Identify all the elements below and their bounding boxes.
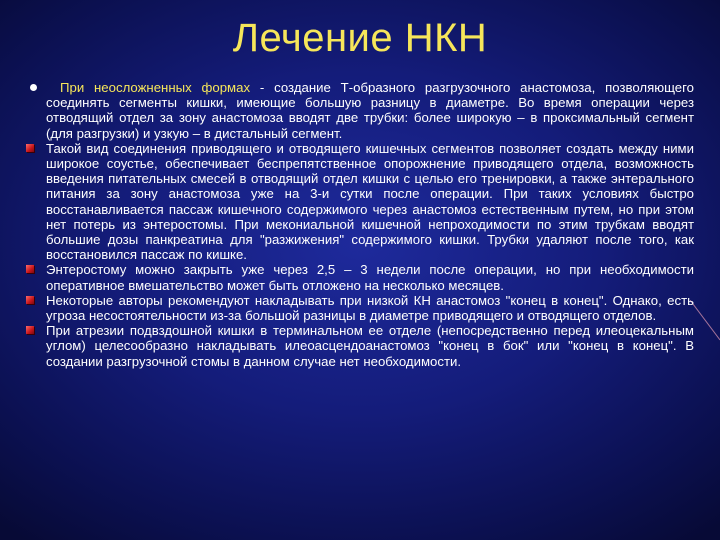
bullet-item-2 [28,141,694,263]
square-bullet-icon [26,296,34,304]
bullet-item-3 [28,262,694,292]
square-bullet-icon [26,144,34,152]
bullet-text: При атрезии подвздошной кишки в терминальном ее отделе (непосредственно перед илеоцекальным углом) целесообразно накладывать илеоасцендоанастомоз "конец в бок" или "конец в конец". В создании разгрузочной стомы в данном случае нет необходимости. [46,323,694,369]
bullet-text: - создание Т-образного разгрузочного анастомоза, позволяющего соединять сегменты кишки, имеющие большую разницу в диаметре. Во время операции через отводящий отдел за зону анастомоза вводят две трубки: более широкую – в проксимальный сегмент (для разгрузки) и узкую – в дистальный сегмент. [46,80,694,141]
bullet-text: Некоторые авторы рекомендуют накладывать при низкой КН анастомоз "конец в конец". Однако, есть угроза несостоятельности из-за большой разницы в диаметре приводящего и отводящего отделов. [46,292,694,324]
bullet-list [28,80,694,369]
decorative-line [690,300,720,360]
round-bullet-icon [30,84,37,91]
square-bullet-icon [26,326,34,334]
bullet-text: Такой вид соединения приводящего и отводящего кишечных сегментов позволяет создать между ними широкое соустье, обеспечивает беспрепятственное опорожнение приводящего отдела, возможность введения питательных смесей в отводящий отдел кишки с целью его тренировки, а также энтерального питания за зону анастомоза уже на 3-и сутки после операции. При таких условиях быстро восстанавливается пассаж кишечного содержимого через анастомоз естественным путем, но при этом нет потерь из энтеростомы. При мекониальной кишечной непроходимости по этим трубкам вводят большие дозы панкреатина для "разжижения" содержимого кишки. Трубки удаляют после того, как восстановился пассаж по кишке. [46,140,694,263]
bullet-item-4 [28,293,694,323]
square-bullet-icon [26,265,34,273]
highlight-text: При неосложненных формах [60,80,251,95]
bullet-item-5 [28,323,694,369]
bullet-item-1 [28,80,694,141]
bullet-text: Энтеростому можно закрыть уже через 2,5 – 3 недели после операции, но при необходимости оперативное вмешательство может быть отложено на несколько месяцев. [46,262,694,293]
slide-title: Лечение НКН [232,16,488,60]
